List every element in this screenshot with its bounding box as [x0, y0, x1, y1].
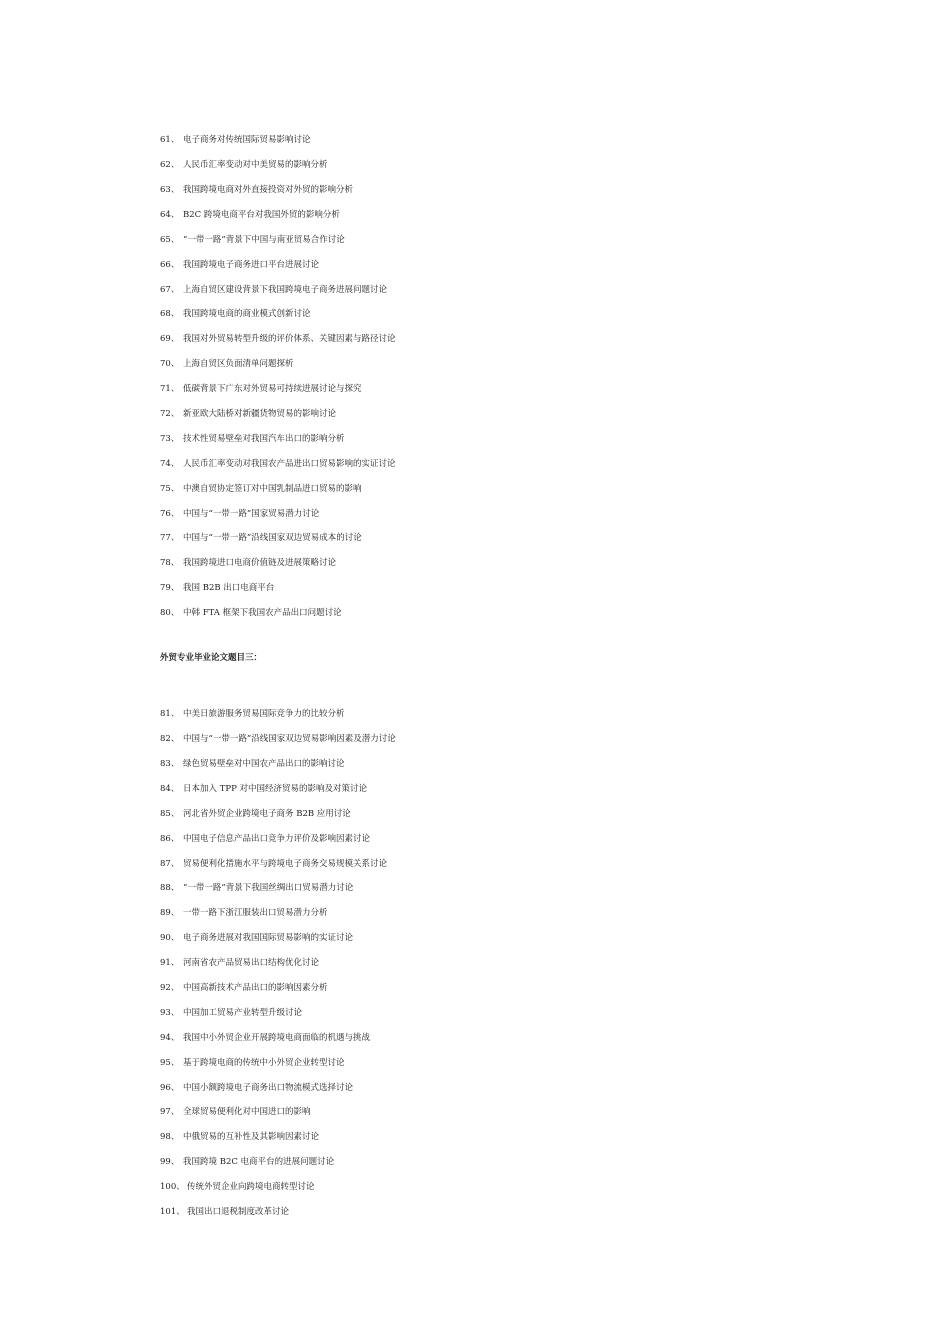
item-text: 中国与“一带一路”沿线国家双边贸易影响因素及潜力讨论: [183, 734, 396, 745]
item-text: 中国与“一带一路”沿线国家双边贸易成本的讨论: [183, 533, 362, 544]
item-number: 67、: [160, 284, 180, 295]
item-number: 94、: [160, 1032, 180, 1043]
item-text: 日本加入 TPP 对中国经济贸易的影响及对策讨论: [183, 783, 368, 794]
item-number: 90、: [160, 933, 180, 944]
item-text: 我国跨境电商的商业模式创新讨论: [183, 309, 311, 320]
list-item: [160, 277, 396, 302]
item-number: 87、: [160, 858, 180, 869]
item-number: 73、: [160, 433, 180, 444]
list-item: [160, 851, 396, 876]
item-text: 传统外贸企业向跨境电商转型讨论: [187, 1182, 315, 1193]
list-item: [160, 826, 396, 851]
list-item: [160, 476, 396, 501]
item-text: 我国中小外贸企业开展跨境电商面临的机遇与挑战: [183, 1032, 371, 1043]
list-item: [160, 752, 396, 777]
item-text: 中国电子信息产品出口竞争力评价及影响因素讨论: [183, 833, 371, 844]
item-text: 绿色贸易壁垒对中国农产品出口的影响讨论: [183, 758, 345, 769]
item-number: 79、: [160, 583, 180, 594]
item-text: 电子商务对传统国际贸易影响讨论: [183, 135, 311, 146]
list-item: [160, 427, 396, 452]
list-item: [160, 976, 396, 1001]
item-number: 74、: [160, 458, 180, 469]
topic-list-one: [160, 128, 396, 626]
list-item: [160, 1050, 396, 1075]
item-number: 71、: [160, 384, 180, 395]
item-text: 我国跨境进口电商价值链及进展策略讨论: [183, 558, 337, 569]
list-item: [160, 501, 396, 526]
list-item: [160, 601, 396, 626]
item-text: 中国小额跨境电子商务出口物流模式选择讨论: [183, 1082, 354, 1093]
item-text: 中国高新技术产品出口的影响因素分析: [183, 982, 328, 993]
item-number: 72、: [160, 408, 180, 419]
item-number: 61、: [160, 135, 180, 146]
item-number: 62、: [160, 160, 180, 171]
list-item: [160, 1150, 396, 1175]
section-heading: 外贸专业毕业论文题目三：: [160, 653, 263, 663]
item-number: 63、: [160, 184, 180, 195]
list-item: [160, 178, 396, 203]
item-number: 81、: [160, 709, 180, 720]
item-text: 中韩 FTA 框架下我国农产品出口问题讨论: [183, 608, 342, 619]
list-item: [160, 228, 396, 253]
list-item: [160, 327, 396, 352]
list-item: [160, 452, 396, 477]
item-number: 75、: [160, 483, 180, 494]
list-item: [160, 302, 396, 327]
item-text: 一带一路下浙江服装出口贸易潜力分析: [183, 908, 328, 919]
item-number: 66、: [160, 259, 180, 270]
item-number: 82、: [160, 734, 180, 745]
item-number: 89、: [160, 908, 180, 919]
item-text: 我国跨境电商对外直接投资对外贸的影响分析: [183, 184, 354, 195]
list-item: [160, 526, 396, 551]
item-number: 76、: [160, 508, 180, 519]
item-text: 贸易便利化措施水平与跨境电子商务交易规模关系讨论: [183, 858, 388, 869]
item-text: 中国加工贸易产业转型升级讨论: [183, 1007, 303, 1018]
item-text: 上海自贸区建设背景下我国跨境电子商务进展问题讨论: [183, 284, 388, 295]
list-item: [160, 1100, 396, 1125]
item-number: 80、: [160, 608, 180, 619]
item-number: 77、: [160, 533, 180, 544]
list-item: [160, 1001, 396, 1026]
list-item: [160, 702, 396, 727]
list-item: [160, 1200, 396, 1225]
item-text: 我国对外贸易转型升级的评价体系、关键因素与路径讨论: [183, 334, 396, 345]
item-number: 96、: [160, 1082, 180, 1093]
item-text: 人民币汇率变动对我国农产品进出口贸易影响的实证讨论: [183, 458, 396, 469]
item-text: 中俄贸易的互补性及其影响因素讨论: [183, 1132, 320, 1143]
topic-list-two: [160, 702, 396, 1225]
item-text: 我国跨境电子商务进口平台进展讨论: [183, 259, 320, 270]
list-item: [160, 551, 396, 576]
item-number: 68、: [160, 309, 180, 320]
item-text: 全球贸易便利化对中国进口的影响: [183, 1107, 311, 1118]
item-number: 91、: [160, 958, 180, 969]
item-text: 电子商务进展对我国国际贸易影响的实证讨论: [183, 933, 354, 944]
item-text: 河北省外贸企业跨境电子商务 B2B 应用讨论: [183, 808, 351, 819]
item-text: “一带一路”背景下中国与南亚贸易合作讨论: [183, 234, 345, 245]
item-number: 98、: [160, 1132, 180, 1143]
list-item: [160, 1075, 396, 1100]
item-number: 78、: [160, 558, 180, 569]
list-item: [160, 576, 396, 601]
item-number: 88、: [160, 883, 180, 894]
item-number: 101、: [160, 1207, 185, 1217]
item-text: “一带一路”背景下我国丝绸出口贸易潜力讨论: [183, 883, 354, 894]
item-number: 99、: [160, 1157, 180, 1168]
list-item: [160, 926, 396, 951]
list-item: [160, 128, 396, 153]
item-number: 100、: [160, 1182, 185, 1193]
item-text: 河南省农产品贸易出口结构优化讨论: [183, 958, 320, 969]
item-text: 中国与“一带一路”国家贸易潜力讨论: [183, 508, 320, 519]
item-text: 我国出口退税制度改革讨论: [187, 1207, 290, 1217]
list-item: [160, 727, 396, 752]
item-text: 低碳背景下广东对外贸易可持续进展讨论与探究: [183, 384, 362, 395]
item-text: 我国 B2B 出口电商平台: [183, 583, 275, 594]
list-item: [160, 402, 396, 427]
list-item: [160, 1125, 396, 1150]
item-text: 中美日旅游服务贸易国际竞争力的比较分析: [183, 709, 345, 720]
item-number: 85、: [160, 808, 180, 819]
item-number: 64、: [160, 209, 180, 220]
item-number: 84、: [160, 783, 180, 794]
item-number: 92、: [160, 982, 180, 993]
list-item: [160, 352, 396, 377]
item-number: 65、: [160, 234, 180, 245]
list-item: [160, 901, 396, 926]
list-item: [160, 153, 396, 178]
item-number: 86、: [160, 833, 180, 844]
list-item: [160, 802, 396, 827]
item-text: 新亚欧大陆桥对新疆货物贸易的影响讨论: [183, 408, 337, 419]
item-number: 97、: [160, 1107, 180, 1118]
list-item: [160, 252, 396, 277]
item-number: 83、: [160, 758, 180, 769]
list-item: [160, 951, 396, 976]
item-number: 69、: [160, 334, 180, 345]
item-text: 上海自贸区负面清单问题探析: [183, 359, 294, 370]
item-number: 70、: [160, 359, 180, 370]
list-item: [160, 777, 396, 802]
item-number: 93、: [160, 1007, 180, 1018]
item-number: 95、: [160, 1057, 180, 1068]
list-item: [160, 377, 396, 402]
list-item: [160, 1026, 396, 1051]
list-item: [160, 203, 396, 228]
item-text: 技术性贸易壁垒对我国汽车出口的影响分析: [183, 433, 345, 444]
item-text: 基于跨境电商的传统中小外贸企业转型讨论: [183, 1057, 345, 1068]
item-text: 我国跨境 B2C 电商平台的进展问题讨论: [183, 1157, 335, 1168]
item-text: B2C 跨境电商平台对我国外贸的影响分析: [183, 209, 340, 220]
list-item: [160, 876, 396, 901]
item-text: 人民币汇率变动对中美贸易的影响分析: [183, 160, 328, 171]
list-item: [160, 1175, 396, 1200]
item-text: 中澳自贸协定签订对中国乳制品进口贸易的影响: [183, 483, 362, 494]
